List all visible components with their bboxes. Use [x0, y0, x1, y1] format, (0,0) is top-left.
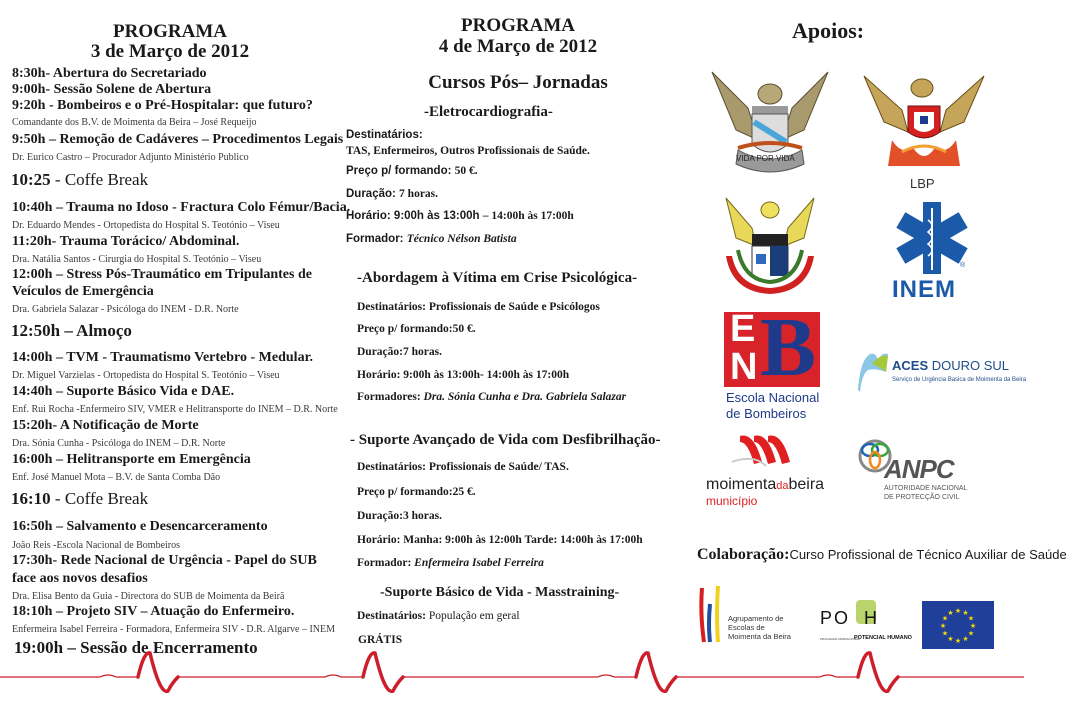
inem-label: INEM: [892, 276, 956, 303]
ecg-spike: [363, 653, 403, 691]
session-title-cont: Veículos de Emergência: [12, 284, 154, 299]
aces-mountain-icon: [856, 350, 890, 394]
break-label: - Coffe Break: [50, 170, 149, 189]
course-row: Destinatários: Profissionais de Saúde e Psicólogos: [357, 301, 600, 313]
municipal-crest-logo: [722, 194, 818, 298]
poph-sub-small: PROGRAMA OPERACIONAL: [820, 637, 860, 641]
sponsors-title: Apoios:: [792, 18, 865, 43]
session-title: 14:00h – TVM - Traumatismo Vertebro - Medular.: [12, 350, 313, 365]
session-speaker: Dra. Gabriela Salazar - Psicóloga do INEM - D.R. Norte: [12, 304, 239, 315]
course-row: Preço p/ formando: 50 €.: [346, 165, 478, 177]
eu-star: ★: [941, 614, 949, 623]
course-row: Formador: Técnico Nélson Batista: [346, 233, 517, 245]
eu-star: ★: [947, 609, 954, 618]
courses-heading: Cursos Pós– Jornadas: [428, 72, 608, 93]
session-title: 15:20h- A Notificação de Morte: [12, 418, 199, 433]
course-row: Preço p/ formando:25 €.: [357, 486, 476, 498]
middle-program-title: PROGRAMA: [461, 15, 575, 36]
ecg-spike: [138, 653, 178, 691]
session-title: 9:00h- Sessão Solene de Abertura: [12, 82, 212, 97]
break-time: 16:10: [11, 489, 51, 508]
break-time: 10:25: [11, 170, 51, 189]
eagle-crest-icon: [708, 68, 832, 180]
course-title: -Eletrocardiografia-: [424, 104, 553, 120]
free-label: GRÁTIS: [358, 634, 403, 646]
eu-star: ★: [962, 609, 969, 618]
enb-label-2: de Bombeiros: [726, 406, 807, 421]
session-speaker: Dr. Eduardo Mendes - Ortopedista do Hospital S. Teotónio – Viseu: [12, 220, 280, 231]
course-title: - Suporte Avançado de Vida com Desfibrilhação-: [350, 432, 661, 448]
coffee-break-2: [11, 489, 148, 509]
session-title: 16:50h – Salvamento e Desencarceramento: [12, 519, 268, 534]
course-row: Destinatários: Profissionais de Saúde/ TAS.: [357, 461, 569, 473]
closing-session: 19:00h – Sessão de Encerramento: [14, 638, 258, 657]
collaboration-line: [697, 546, 1067, 564]
eu-star: ★: [954, 607, 962, 615]
lbp-label: LBP: [910, 176, 935, 191]
agrupamento-bars-icon: [698, 584, 724, 644]
aces-logo: [856, 350, 1027, 400]
eu-star: ★: [947, 634, 954, 643]
collaboration-value: Curso Profissional de Técnico Auxiliar de Saúde: [789, 547, 1067, 562]
ecg-line: [0, 640, 1024, 716]
anpc-label: ANPC: [884, 454, 954, 484]
session-title: 17:30h- Rede Nacional de Urgência - Papel do SUB: [12, 553, 317, 568]
session-title: 9:20h - Bombeiros e o Pré-Hospitalar: que futuro?: [12, 98, 313, 113]
course-row: Horário: 9:00h às 13:00h – 14:00h às 17:00h: [346, 210, 574, 222]
collaboration-label: Colaboração:: [697, 546, 790, 563]
poph-label: PO H: [820, 608, 880, 628]
session-title: 18:10h – Projeto SIV – Atuação do Enfermeiro.: [12, 604, 295, 619]
ecg-spike: [636, 653, 676, 691]
session-speaker: João Reis -Escola Nacional de Bombeiros: [12, 540, 181, 551]
registered-mark: ®: [960, 262, 966, 269]
session-title: 11:20h- Trauma Torácico/ Abdominal.: [12, 234, 240, 249]
session-title: 8:30h- Abertura do Secretariado: [12, 66, 207, 81]
lbp-logo: [862, 70, 986, 200]
course-row: Formador: Enfermeira Isabel Ferreira: [357, 557, 544, 569]
bombeiros-crest-logo: [708, 68, 832, 180]
anpc-sub-1: AUTORIDADE NACIONAL: [884, 485, 968, 492]
course-row: Formadores: Dra. Sónia Cunha e Dra. Gabriela Salazar: [357, 391, 627, 403]
poph-sub: POTENCIAL HUMANO: [854, 635, 912, 641]
course-row: Destinatários: População em geral: [357, 610, 520, 622]
agrupamento-text: Agrupamento de Escolas de Moimenta da Beira: [728, 614, 791, 641]
middle-program-date: 4 de Março de 2012: [438, 36, 598, 57]
course-row: Preço p/ formando:50 €.: [357, 323, 476, 335]
session-speaker: Enf. Rui Rocha -Enfermeiro SIV, VMER e Helitransporte do INEM – D.R. Norte: [12, 404, 338, 415]
eu-star: ★: [954, 637, 962, 645]
aces-sub: Serviço de Urgência Basica de Moimenta da Beira: [892, 377, 1027, 383]
enb-letter-n: N: [730, 346, 758, 388]
session-title: 9:50h – Remoção de Cadáveres – Procedimentos Legais: [12, 132, 344, 147]
yellow-eagle-crest-icon: [722, 194, 818, 298]
moimenta-stripes-icon: [704, 432, 844, 474]
course-row: Duração:3 horas.: [357, 510, 442, 522]
session-title-cont: face aos novos desafios: [12, 571, 148, 586]
session-title: 12:00h – Stress Pós-Traumático em Tripulantes de: [12, 267, 312, 282]
eu-star: ★: [969, 622, 977, 630]
moimenta-sub: município: [706, 494, 758, 508]
course-row: TAS, Enfermeiros, Outros Profissionais de Saúde.: [346, 145, 590, 157]
eu-star: ★: [967, 629, 975, 638]
enb-letter-e: E: [730, 308, 756, 350]
left-program-title: PROGRAMA: [113, 21, 227, 42]
break-label: - Coffe Break: [50, 489, 149, 508]
course-row: Horário: 9:00h às 13:00h- 14:00h às 17:00h: [357, 369, 570, 381]
eu-star: ★: [941, 629, 949, 638]
eu-star: ★: [967, 614, 975, 623]
eu-star: ★: [962, 634, 969, 643]
course-row: Destinatários:: [346, 129, 423, 141]
inem-logo: [890, 200, 974, 304]
enb-letter-b: B: [760, 301, 817, 394]
ecg-spike: [858, 653, 898, 691]
anpc-logo: [858, 438, 984, 508]
session-speaker: Dra. Sónia Cunha - Psicóloga do INEM – D.R. Norte: [12, 438, 226, 449]
moimenta-name: moimentadabeira: [706, 476, 825, 493]
course-row: Duração:7 horas.: [357, 346, 442, 358]
session-speaker: Dra. Natália Santos - Cirurgia do Hospital S. Teotónio – Viseu: [12, 254, 262, 265]
session-title: 10:40h – Trauma no Idoso - Fractura Colo Fémur/Bacia.: [12, 200, 351, 215]
eu-star: ★: [939, 622, 947, 630]
session-title: 14:40h – Suporte Básico Vida e DAE.: [12, 384, 235, 399]
course-row: Duração: 7 horas.: [346, 188, 439, 200]
session-speaker: Dra. Elisa Bento da Guia - Directora do SUB de Moimenta da Beirã: [12, 591, 285, 602]
lunch-break: 12:50h – Almoço: [11, 321, 132, 340]
eagle-shield-icon: [862, 70, 986, 170]
course-title: -Suporte Básico de Vida - Masstraining-: [380, 585, 620, 600]
course-row: Horário: Manha: 9:00h às 12:00h Tarde: 14:00h às 17:00h: [357, 534, 643, 546]
crest-motto: VIDA POR VIDA: [736, 154, 795, 163]
coffee-break-1: [11, 170, 148, 190]
session-speaker: Comandante dos B.V. de Moimenta da Beira – José Requeijo: [12, 117, 257, 128]
session-speaker: Enf. José Manuel Mota – B.V. de Santa Comba Dão: [12, 472, 221, 483]
moimenta-logo: [704, 432, 844, 512]
aces-title: ACES DOURO SUL: [892, 358, 1010, 373]
session-speaker: Dr. Miguel Varzielas - Ortopedista do Hospital S. Teotónio – Viseu: [12, 370, 280, 381]
enb-label-1: Escola Nacional: [726, 390, 820, 405]
session-speaker: Enfermeira Isabel Ferreira - Formadora, Enfermeira SIV - D.R. Algarve – INEM: [12, 624, 336, 635]
left-program-date: 3 de Março de 2012: [90, 41, 250, 62]
enb-logo: [724, 301, 820, 424]
anpc-sub-2: DE PROTECÇÃO CIVIL: [884, 494, 960, 501]
session-title: 16:00h – Helitransporte em Emergência: [12, 452, 251, 467]
session-speaker: Dr. Eurico Castro – Procurador Adjunto Ministério Publico: [12, 152, 249, 163]
agrupamento-logo: [698, 584, 810, 644]
course-title: -Abordagem à Vítima em Crise Psicológica-: [357, 270, 638, 286]
